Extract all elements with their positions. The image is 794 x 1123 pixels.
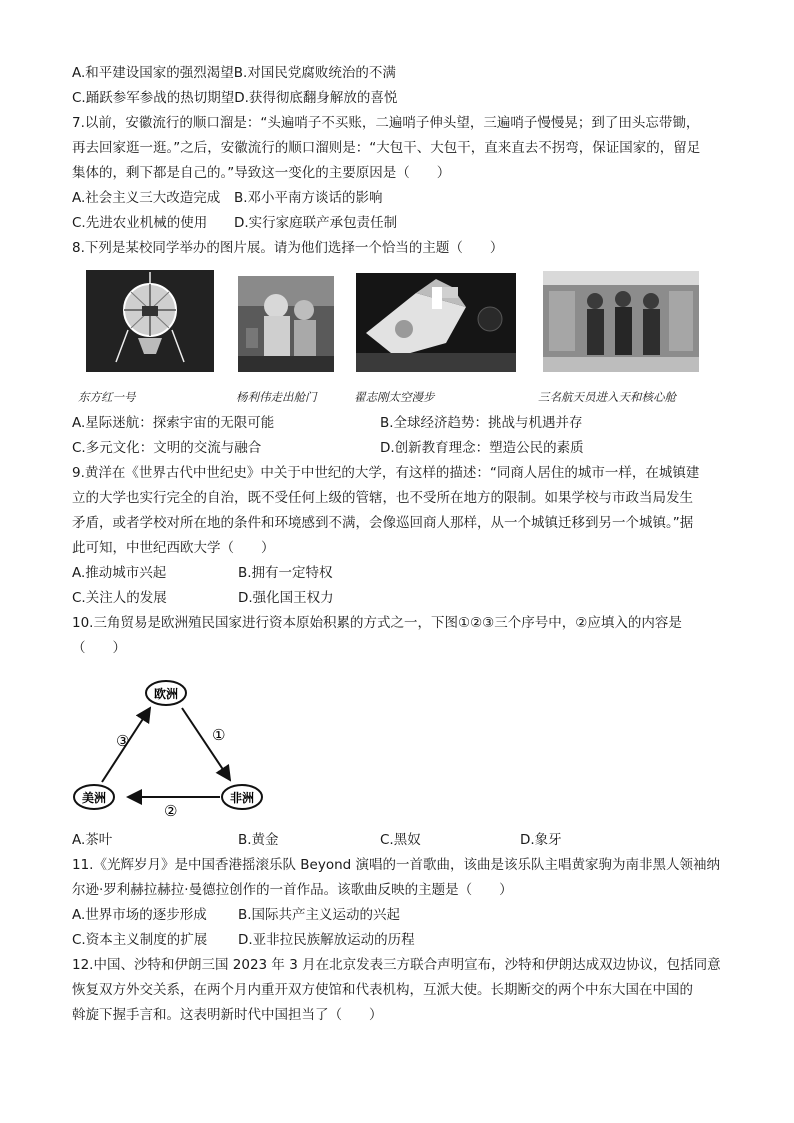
q7-option-a: A.社会主义三大改造完成 bbox=[72, 190, 221, 206]
q8-option-a: A.星际迷航：探索宇宙的无限可能 bbox=[72, 415, 275, 431]
q8-option-b: B.全球经济趋势：挑战与机遇并存 bbox=[380, 415, 583, 431]
q10-option-a: A.茶叶 bbox=[72, 832, 113, 848]
q6-options-row2 bbox=[72, 88, 397, 108]
core-module-photo bbox=[543, 271, 699, 372]
q9-stem-line3: 矛盾，或者学校对所在地的条件和环境感到不满，会像巡回商人那样，从一个城镇迁移到另一个城镇。”据 bbox=[72, 515, 694, 531]
q7-stem-line3: 集体的，剩下都是自己的。”导致这一变化的主要原因是（ ） bbox=[72, 165, 451, 181]
q8-option-d: D.创新教育理念：塑造公民的素质 bbox=[380, 440, 584, 456]
q11-option-b: B.国际共产主义运动的兴起 bbox=[238, 907, 401, 923]
astronaut-exit-photo bbox=[238, 276, 334, 372]
q6-option-b: B.对国民党腐败统治的不满 bbox=[233, 65, 396, 81]
q9-option-d: D.强化国王权力 bbox=[238, 590, 334, 606]
q9-stem-line4: 此可知，中世纪西欧大学（ ） bbox=[72, 540, 275, 556]
q10-option-c: C.黑奴 bbox=[380, 832, 421, 848]
q9-option-b: B.拥有一定特权 bbox=[238, 565, 333, 581]
q11-option-c: C.资本主义制度的扩展 bbox=[72, 932, 208, 948]
node-africa-label: 非洲 bbox=[229, 791, 255, 805]
photo-caption-4: 三名航天员进入天和核心舱 bbox=[538, 390, 676, 404]
q7-option-c: C.先进农业机械的使用 bbox=[72, 215, 208, 231]
q6-option-a: A.和平建设国家的强烈渴望 bbox=[72, 65, 234, 81]
q7-option-d: D.实行家庭联产承包责任制 bbox=[234, 215, 398, 231]
q6-options-row1 bbox=[72, 63, 396, 83]
node-america bbox=[74, 785, 114, 809]
q12-stem-line1: 12.中国、沙特和伊朗三国 2023 年 3 月在北京发表三方联合声明宣布，沙特和伊朗达成双边协议，包括同意 bbox=[72, 957, 721, 973]
q9-stem-line1: 9.黄洋在《世界古代中世纪史》中关于中世纪的大学，有这样的描述：“同商人居住的城市一样，在城镇建 bbox=[72, 465, 700, 481]
q7-stem-line2: 再去回家逛一逛。”之后，安徽流行的顺口溜则是：“大包干、大包干，直来直去不拐弯，保证国家的，留足 bbox=[72, 140, 701, 156]
q7-option-b: B.邓小平南方谈话的影响 bbox=[234, 190, 383, 206]
q7-stem-line1: 7.以前，安徽流行的顺口溜是：“头遍哨子不买账，二遍哨子伸头望，三遍哨子慢慢晃；到了田头忘带锄， bbox=[72, 115, 700, 131]
node-america-label: 美洲 bbox=[81, 791, 107, 805]
node-africa bbox=[222, 785, 262, 809]
photo-caption-3: 翟志刚太空漫步 bbox=[354, 390, 435, 404]
diagram-label-1: ① bbox=[212, 726, 226, 744]
arrow-europe-to-africa bbox=[182, 708, 230, 780]
triangle-trade-diagram bbox=[70, 676, 280, 818]
photo-caption-1: 东方红一号 bbox=[78, 390, 136, 404]
diagram-label-3: ③ bbox=[116, 732, 130, 750]
q10-option-d: D.象牙 bbox=[520, 832, 562, 848]
q12-stem-line3: 斡旋下握手言和。这表明新时代中国担当了（ ） bbox=[72, 1007, 383, 1023]
node-europe bbox=[146, 681, 186, 705]
satellite-photo bbox=[86, 270, 214, 372]
q8-option-c: C.多元文化：文明的交流与融合 bbox=[72, 440, 262, 456]
q10-stem-line1: 10.三角贸易是欧洲殖民国家进行资本原始积累的方式之一，下图①②③三个序号中，②应填入的内容是 bbox=[72, 615, 682, 631]
q8-stem: 8.下列是某校同学举办的图片展。请为他们选择一个恰当的主题（ ） bbox=[72, 240, 504, 256]
q12-stem-line2: 恢复双方外交关系，在两个月内重开双方使馆和代表机构，互派大使。长期断交的两个中东大国在中国的 bbox=[72, 982, 693, 998]
q6-option-d: D.获得彻底翻身解放的喜悦 bbox=[234, 90, 398, 106]
photo-caption-2: 杨利伟走出舱门 bbox=[236, 390, 317, 404]
q11-option-d: D.亚非拉民族解放运动的历程 bbox=[238, 932, 415, 948]
node-europe-label: 欧洲 bbox=[153, 687, 179, 701]
diagram-label-2: ② bbox=[164, 802, 178, 818]
q11-option-a: A.世界市场的逐步形成 bbox=[72, 907, 207, 923]
q9-option-c: C.关注人的发展 bbox=[72, 590, 167, 606]
q11-stem-line2: 尔逊·罗利赫拉赫拉·曼德拉创作的一首作品。该歌曲反映的主题是（ ） bbox=[72, 882, 513, 898]
q9-option-a: A.推动城市兴起 bbox=[72, 565, 167, 581]
q11-stem-line1: 11.《光辉岁月》是中国香港摇滚乐队 Beyond 演唱的一首歌曲，该曲是该乐队主唱黄家驹为南非黑人领袖纳 bbox=[72, 857, 720, 873]
q10-option-b: B.黄金 bbox=[238, 832, 279, 848]
q9-stem-line2: 立的大学也实行完全的自治，既不受任何上级的管辖，也不受所在地方的限制。如果学校与市政当局发生 bbox=[72, 490, 693, 506]
q6-option-c: C.踊跃参军参战的热切期望 bbox=[72, 90, 235, 106]
q10-stem-line2: （ ） bbox=[72, 640, 126, 656]
spacewalk-photo bbox=[356, 273, 516, 372]
